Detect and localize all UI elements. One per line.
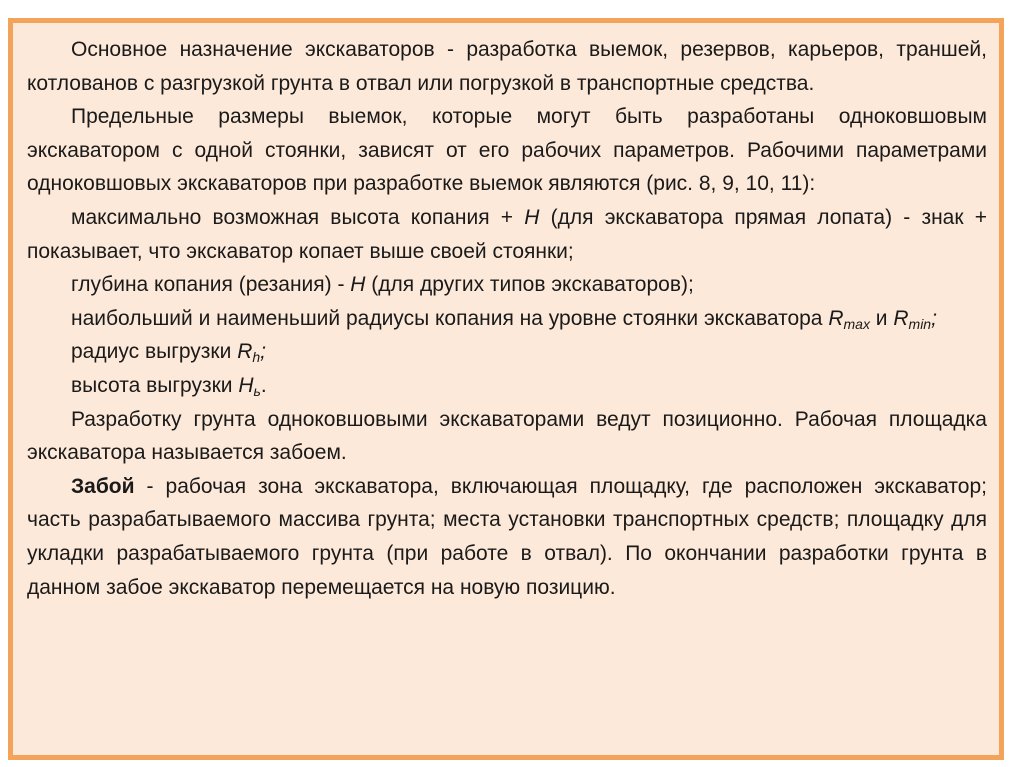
symbol-r-max: R	[828, 306, 844, 330]
param-digging-depth-desc: (для других типов экскаваторов);	[365, 273, 694, 297]
paragraph-face-definition	[27, 470, 987, 604]
paragraph-face-definition-text: - рабочая зона экскаватора, включающая площадку, где расположен экскаватор; часть разрабатываемого массива грунта; места установки транспортных средств; площадку для укладки разрабатываемого грунта (при работе в отвал). По окончании разработки грунта в данном забое экскаватор перемещается на новую позицию.	[27, 474, 987, 599]
punctuation: ;	[931, 306, 937, 330]
subscript-max: max	[843, 315, 870, 332]
paragraph-purpose-text: Основное назначение экскаваторов - разработка выемок, резервов, карьеров, траншей, котлованов с разгрузкой грунта в отвал или погрузкой в транспортные средства.	[27, 38, 987, 95]
paragraph-purpose	[27, 33, 987, 100]
subscript-min: min	[908, 315, 932, 332]
conjunction-and: и	[869, 306, 894, 330]
paragraph-limits-text: Предельные размеры выемок, которые могут быть разработаны одноковшовым экскаватором с одной стоянки, зависят от его рабочих параметров. Рабочими параметрами одноковшовых экскаваторов при разработке выемок являются (рис. 8, 9, 10, 11):	[27, 105, 987, 196]
param-digging-radius-text: наибольший и наименьший радиусы копания на уровне стоянки экскаватора	[71, 306, 829, 330]
symbol-h: H	[524, 205, 540, 229]
text-frame	[8, 18, 1004, 760]
param-unload-radius	[27, 335, 987, 369]
paragraph-positional	[27, 403, 987, 470]
punctuation: .	[260, 373, 267, 397]
param-digging-height	[27, 201, 987, 268]
param-unload-height-text: высота выгрузки	[71, 373, 239, 397]
param-digging-height-desc: (для экскаватора прямая лопата) - знак + показывает, что экскаватор копает выше своей стоянки;	[27, 205, 987, 263]
subscript-h: h	[252, 349, 261, 366]
param-digging-depth-text: глубина копания (резания) -	[71, 273, 351, 297]
param-unload-height	[27, 369, 987, 403]
punctuation: ;	[260, 340, 266, 364]
symbol-r-h: R	[237, 340, 253, 364]
body-text	[27, 33, 987, 604]
term-face: Забой	[71, 474, 135, 498]
param-digging-height-text: максимально возможная высота копания +	[71, 205, 525, 229]
subscript-b: ь	[253, 382, 261, 399]
symbol-h-depth: H	[350, 273, 366, 297]
symbol-r-min: R	[893, 306, 909, 330]
param-digging-radius	[27, 302, 987, 336]
param-digging-depth	[27, 268, 987, 302]
param-unload-radius-text: радиус выгрузки	[71, 340, 238, 364]
symbol-h-unload: H	[238, 373, 254, 397]
paragraph-positional-text: Разработку грунта одноковшовыми экскаваторами ведут позиционно. Рабочая площадка экскаватора называется забоем.	[27, 407, 987, 465]
paragraph-limits	[27, 100, 987, 201]
